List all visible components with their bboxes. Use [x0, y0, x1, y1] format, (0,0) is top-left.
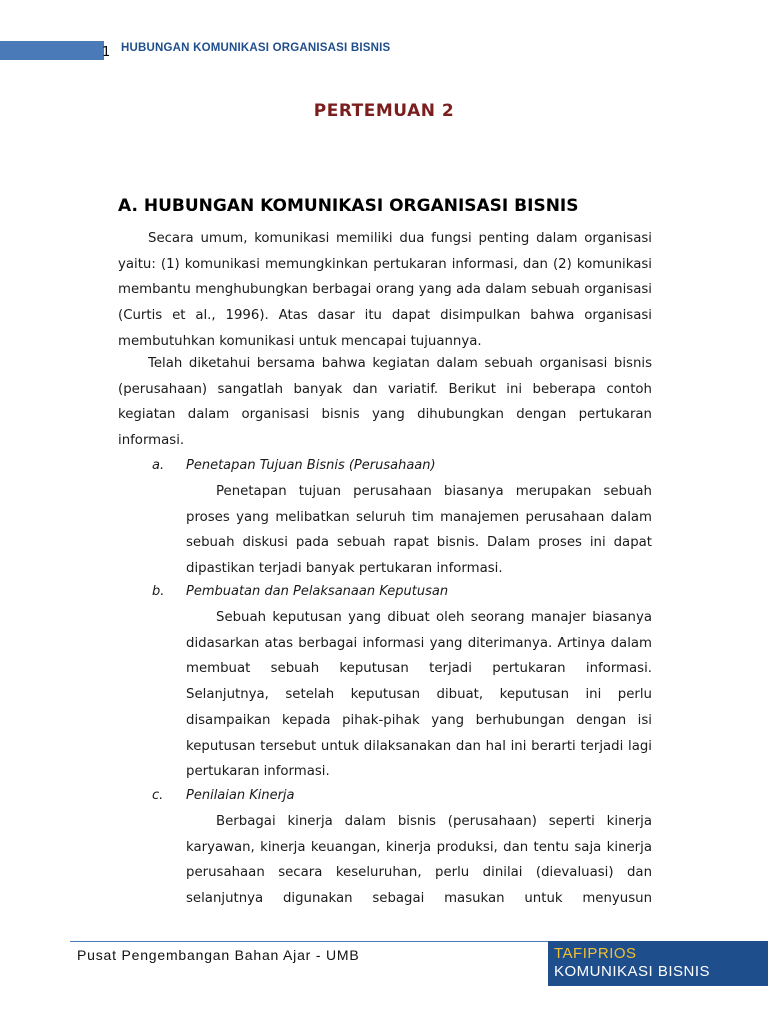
list-marker-a: a.: [152, 458, 165, 473]
list-item-title-c: Penilaian Kinerja: [186, 788, 295, 803]
footer-course-box: [548, 941, 768, 986]
footer-course-title: KOMUNIKASI BISNIS: [554, 963, 711, 980]
list-item-body-a: Penetapan tujuan perusahaan biasanya merupakan sebuah proses yang melibatkan seluruh tim manajemen perusahaan dalam sebuah diskusi pada sebuah rapat bisnis. Dalam proses ini dapat dipastikan terjadi banyak pertukaran informasi.: [186, 484, 652, 577]
list-marker-b: b.: [152, 584, 165, 599]
page-number: 1: [102, 45, 111, 60]
list-item-body-c: Berbagai kinerja dalam bisnis (perusahaan) seperti kinerja karyawan, kinerja keuangan, kinerja produksi, dan tentu saja kinerja perusahaan secara keseluruhan, perlu dinilai (dievaluasi) dan selanjutnya digunakan sebagai masukan untuk menyusun: [186, 814, 652, 907]
paragraph-1: Secara umum, komunikasi memiliki dua fungsi penting dalam organisasi yaitu: (1) komunikasi memungkinkan pertukaran informasi, dan (2) komunikasi membantu menghubungkan berbagai orang yang ada dalam sebuah organisasi (Curtis et al., 1996). Atas dasar itu dapat disimpulkan bahwa organisasi membutuhkan komunikasi untuk mencapai tujuannya.: [118, 231, 652, 349]
meeting-title: PERTEMUAN 2: [313, 101, 455, 121]
running-header-title: HUBUNGAN KOMUNIKASI ORGANISASI BISNIS: [121, 42, 391, 54]
list-item-title-b: Pembuatan dan Pelaksanaan Keputusan: [186, 584, 449, 599]
footer-publisher: Pusat Pengembangan Bahan Ajar - UMB: [77, 947, 360, 963]
footer-author: TAFIPRIOS: [554, 945, 637, 962]
paragraph-2: Telah diketahui bersama bahwa kegiatan dalam sebuah organisasi bisnis (perusahaan) sangatlah banyak dan variatif. Berikut ini beberapa contoh kegiatan dalam organisasi bisnis yang dihubungkan dengan pertukaran informasi.: [118, 356, 652, 449]
list-item-title-a: Penetapan Tujuan Bisnis (Perusahaan): [186, 458, 436, 473]
list-item-body-b: Sebuah keputusan yang dibuat oleh seorang manajer biasanya didasarkan atas berbagai informasi yang diterimanya. Artinya dalam membuat sebuah keputusan terjadi pertukaran informasi. Selanjutnya, setelah keputusan dibuat, keputusan ini perlu disampaikan kepada pihak-pihak yang berhubungan dengan isi keputusan tersebut untuk dilaksanakan dan hal ini berarti terjadi lagi pertukaran informasi.: [186, 610, 652, 780]
footer-rule: [70, 941, 548, 942]
section-heading: A. HUBUNGAN KOMUNIKASI ORGANISASI BISNIS: [118, 196, 579, 216]
list-marker-c: c.: [152, 788, 164, 803]
header-accent-bar: [0, 41, 104, 60]
